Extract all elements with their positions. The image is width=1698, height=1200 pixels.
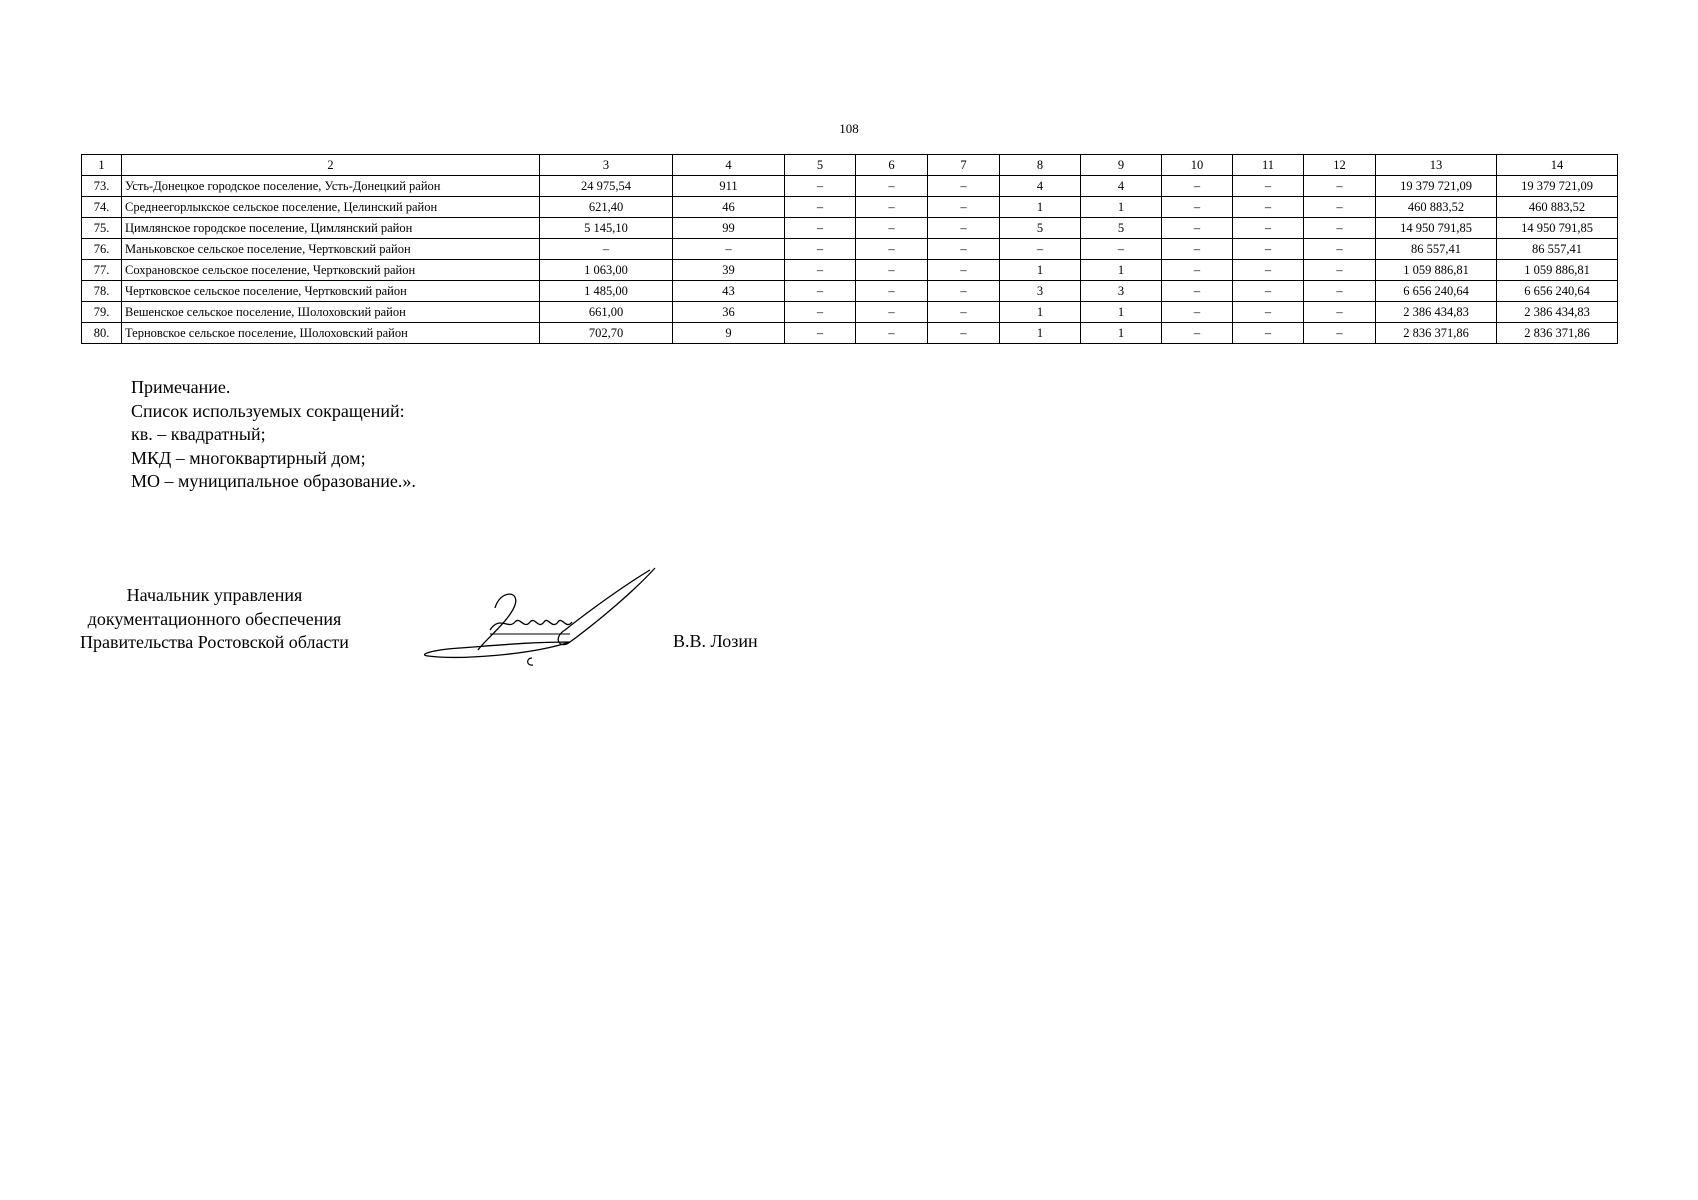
- note-abbreviation-item: МО – муниципальное образование.».: [131, 471, 416, 491]
- table-cell-col-10: –: [1162, 323, 1233, 344]
- table-cell-col-13: 1 059 886,81: [1376, 260, 1497, 281]
- table-cell-col-7: –: [928, 176, 1000, 197]
- table-cell-col-10: –: [1162, 218, 1233, 239]
- table-cell-col-4: 46: [673, 197, 785, 218]
- row-number-cell: 74.: [82, 197, 122, 218]
- table-cell-col-6: –: [856, 239, 928, 260]
- table-cell-col-14: 2 836 371,86: [1497, 323, 1618, 344]
- municipality-name-cell: Чертковское сельское поселение, Чертковский район: [122, 281, 540, 302]
- municipality-name-cell: Усть-Донецкое городское поселение, Усть-Донецкий район: [122, 176, 540, 197]
- table-row: [82, 176, 1618, 197]
- page-number: 108: [839, 121, 859, 136]
- table-cell-col-9: 1: [1081, 260, 1162, 281]
- table-cell-col-5: –: [785, 281, 856, 302]
- table-cell-col-3: 621,40: [540, 197, 673, 218]
- column-header-9: 9: [1081, 155, 1162, 176]
- column-header-3: 3: [540, 155, 673, 176]
- table-cell-col-9: 4: [1081, 176, 1162, 197]
- table-cell-col-4: 36: [673, 302, 785, 323]
- table-cell-col-10: –: [1162, 197, 1233, 218]
- table-cell-col-11: –: [1233, 176, 1304, 197]
- table-cell-col-12: –: [1304, 176, 1376, 197]
- table-cell-col-12: –: [1304, 239, 1376, 260]
- table-cell-col-10: –: [1162, 260, 1233, 281]
- table-cell-col-9: 5: [1081, 218, 1162, 239]
- table-row: [82, 197, 1618, 218]
- column-header-14: 14: [1497, 155, 1618, 176]
- table-cell-col-12: –: [1304, 281, 1376, 302]
- table-cell-col-13: 2 836 371,86: [1376, 323, 1497, 344]
- table-cell-col-9: 1: [1081, 302, 1162, 323]
- municipality-name-cell: Вешенское сельское поселение, Шолоховский район: [122, 302, 540, 323]
- column-header-2: 2: [122, 155, 540, 176]
- table-cell-col-6: –: [856, 218, 928, 239]
- table-cell-col-10: –: [1162, 176, 1233, 197]
- table-cell-col-12: –: [1304, 323, 1376, 344]
- column-header-13: 13: [1376, 155, 1497, 176]
- table-cell-col-7: –: [928, 239, 1000, 260]
- table-cell-col-8: 1: [1000, 260, 1081, 281]
- signer-name: В.В. Лозин: [673, 631, 758, 651]
- table-row: [82, 281, 1618, 302]
- table-cell-col-11: –: [1233, 260, 1304, 281]
- table-cell-col-6: –: [856, 302, 928, 323]
- row-number-cell: 77.: [82, 260, 122, 281]
- table-cell-col-8: 1: [1000, 197, 1081, 218]
- table-cell-col-4: 911: [673, 176, 785, 197]
- row-number-cell: 79.: [82, 302, 122, 323]
- column-header-4: 4: [673, 155, 785, 176]
- table-cell-col-14: 14 950 791,85: [1497, 218, 1618, 239]
- note-abbreviations-heading: Список используемых сокращений:: [131, 400, 405, 421]
- table-cell-col-7: –: [928, 323, 1000, 344]
- table-cell-col-7: –: [928, 218, 1000, 239]
- table-cell-col-13: 86 557,41: [1376, 239, 1497, 260]
- column-header-5: 5: [785, 155, 856, 176]
- table-cell-col-3: 661,00: [540, 302, 673, 323]
- data-table: [81, 154, 1618, 344]
- table-cell-col-9: 1: [1081, 197, 1162, 218]
- table-cell-col-11: –: [1233, 302, 1304, 323]
- column-header-1: 1: [82, 155, 122, 176]
- table-cell-col-4: 9: [673, 323, 785, 344]
- table-cell-col-13: 2 386 434,83: [1376, 302, 1497, 323]
- table-cell-col-9: 1: [1081, 323, 1162, 344]
- column-header-8: 8: [1000, 155, 1081, 176]
- table-cell-col-5: –: [785, 197, 856, 218]
- handwritten-signature: [420, 560, 660, 670]
- table-cell-col-12: –: [1304, 302, 1376, 323]
- signer-position-line: документационного обеспечения: [87, 608, 342, 629]
- table-cell-col-11: –: [1233, 239, 1304, 260]
- table-cell-col-10: –: [1162, 239, 1233, 260]
- table-cell-col-6: –: [856, 323, 928, 344]
- table-cell-col-7: –: [928, 260, 1000, 281]
- table-cell-col-7: –: [928, 281, 1000, 302]
- municipality-name-cell: Терновское сельское поселение, Шолоховский район: [122, 323, 540, 344]
- table-cell-col-3: –: [540, 239, 673, 260]
- row-number-cell: 78.: [82, 281, 122, 302]
- note-block: [131, 376, 416, 494]
- table-cell-col-6: –: [856, 197, 928, 218]
- table-cell-col-12: –: [1304, 260, 1376, 281]
- table-cell-col-10: –: [1162, 302, 1233, 323]
- table-cell-col-8: 1: [1000, 302, 1081, 323]
- municipality-name-cell: Сохрановское сельское поселение, Чертковский район: [122, 260, 540, 281]
- table-cell-col-3: 5 145,10: [540, 218, 673, 239]
- municipality-name-cell: Маньковское сельское поселение, Чертковский район: [122, 239, 540, 260]
- table-cell-col-4: 39: [673, 260, 785, 281]
- table-header-row: [82, 155, 1618, 176]
- table-cell-col-14: 460 883,52: [1497, 197, 1618, 218]
- column-header-6: 6: [856, 155, 928, 176]
- municipality-name-cell: Среднеегорлыкское сельское поселение, Целинский район: [122, 197, 540, 218]
- table-cell-col-5: –: [785, 176, 856, 197]
- table-cell-col-6: –: [856, 260, 928, 281]
- municipality-name-cell: Цимлянское городское поселение, Цимлянский район: [122, 218, 540, 239]
- table-cell-col-7: –: [928, 302, 1000, 323]
- table-cell-col-5: –: [785, 260, 856, 281]
- table-row: [82, 239, 1618, 260]
- table-cell-col-6: –: [856, 281, 928, 302]
- table-row: [82, 260, 1618, 281]
- table-cell-col-8: 3: [1000, 281, 1081, 302]
- note-abbreviation-item: МКД – многоквартирный дом;: [131, 447, 366, 468]
- table-cell-col-13: 6 656 240,64: [1376, 281, 1497, 302]
- table-cell-col-3: 702,70: [540, 323, 673, 344]
- table-cell-col-8: 5: [1000, 218, 1081, 239]
- table-cell-col-6: –: [856, 176, 928, 197]
- table-cell-col-3: 1 063,00: [540, 260, 673, 281]
- column-header-11: 11: [1233, 155, 1304, 176]
- table-cell-col-11: –: [1233, 281, 1304, 302]
- row-number-cell: 73.: [82, 176, 122, 197]
- table-cell-col-12: –: [1304, 218, 1376, 239]
- table-cell-col-5: –: [785, 302, 856, 323]
- table-cell-col-11: –: [1233, 197, 1304, 218]
- row-number-cell: 76.: [82, 239, 122, 260]
- table-cell-col-8: 1: [1000, 323, 1081, 344]
- table-cell-col-14: 6 656 240,64: [1497, 281, 1618, 302]
- table-cell-col-13: 14 950 791,85: [1376, 218, 1497, 239]
- table-cell-col-8: 4: [1000, 176, 1081, 197]
- table-cell-col-12: –: [1304, 197, 1376, 218]
- table-cell-col-5: –: [785, 323, 856, 344]
- table-row: [82, 323, 1618, 344]
- note-abbreviation-item: кв. – квадратный;: [131, 424, 266, 444]
- table-cell-col-14: 19 379 721,09: [1497, 176, 1618, 197]
- table-cell-col-11: –: [1233, 218, 1304, 239]
- column-header-7: 7: [928, 155, 1000, 176]
- table-cell-col-5: –: [785, 218, 856, 239]
- signer-position: [80, 584, 349, 655]
- table-cell-col-3: 1 485,00: [540, 281, 673, 302]
- table-cell-col-4: 43: [673, 281, 785, 302]
- table-cell-col-11: –: [1233, 323, 1304, 344]
- column-header-10: 10: [1162, 155, 1233, 176]
- table-cell-col-8: –: [1000, 239, 1081, 260]
- table-cell-col-4: 99: [673, 218, 785, 239]
- note-title: Примечание.: [131, 377, 231, 397]
- signer-position-line: Правительства Ростовской области: [80, 632, 349, 652]
- column-header-12: 12: [1304, 155, 1376, 176]
- table-body: [82, 176, 1618, 344]
- table-cell-col-9: 3: [1081, 281, 1162, 302]
- table-header: [82, 155, 1618, 176]
- table-cell-col-14: 2 386 434,83: [1497, 302, 1618, 323]
- row-number-cell: 75.: [82, 218, 122, 239]
- table-cell-col-5: –: [785, 239, 856, 260]
- table-cell-col-14: 86 557,41: [1497, 239, 1618, 260]
- table-cell-col-7: –: [928, 197, 1000, 218]
- table-row: [82, 302, 1618, 323]
- table-cell-col-4: –: [673, 239, 785, 260]
- table-cell-col-3: 24 975,54: [540, 176, 673, 197]
- table-cell-col-13: 19 379 721,09: [1376, 176, 1497, 197]
- table-cell-col-14: 1 059 886,81: [1497, 260, 1618, 281]
- row-number-cell: 80.: [82, 323, 122, 344]
- table-cell-col-10: –: [1162, 281, 1233, 302]
- signer-position-line: Начальник управления: [126, 585, 303, 605]
- table-row: [82, 218, 1618, 239]
- table-cell-col-13: 460 883,52: [1376, 197, 1497, 218]
- table-cell-col-9: –: [1081, 239, 1162, 260]
